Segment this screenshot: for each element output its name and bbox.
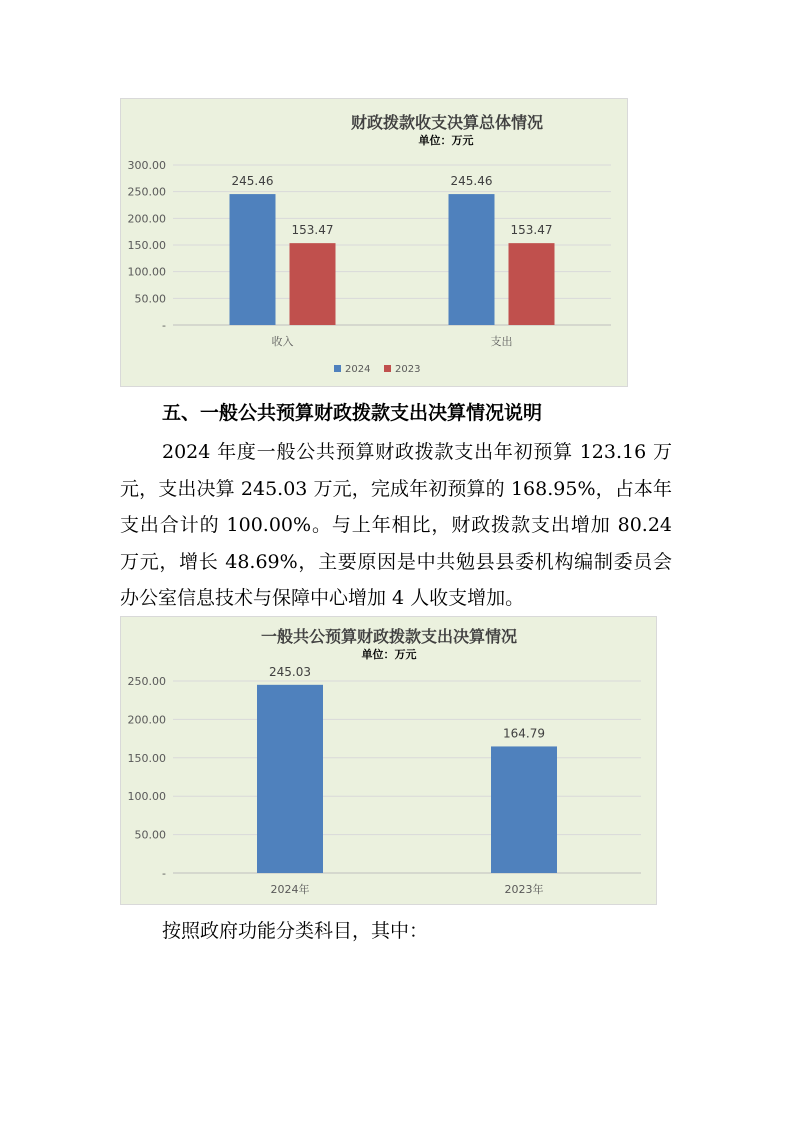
bar: [491, 746, 557, 873]
chart-subtitle: 单位：万元: [418, 134, 474, 147]
y-tick-label: 300.00: [127, 159, 166, 172]
data-label: 245.46: [231, 174, 274, 189]
data-label: 153.47: [291, 223, 334, 238]
legend-label: 2023: [395, 364, 421, 375]
y-tick-label: 100.00: [127, 265, 166, 279]
y-tick-label: 150.00: [127, 239, 166, 252]
chart-title: 财政拨款收支决算总体情况: [350, 113, 544, 132]
chart-2-svg: [121, 617, 656, 904]
data-label: 153.47: [510, 223, 553, 238]
chart-income-expense-overview: [120, 98, 628, 387]
y-tick-label: 100.00: [127, 790, 166, 804]
y-tick-label: 50.00: [134, 828, 166, 842]
chart-general-budget-expense: [120, 616, 657, 905]
category-label: 2024年: [270, 883, 310, 896]
section-heading: 五、一般公共预算财政拨款支出决算情况说明: [162, 402, 543, 424]
category-label: 支出: [490, 335, 513, 348]
section-paragraph: 2024 年度一般公共预算财政拨款支出年初预算 123.16 万元，支出决算 245.03 万元，完成年初预算的 168.95%，占本年支出合计的 100.00%。与上年相比，财政拨款支出增加 80.24 万元，增长 48.69%，主要原因是中共勉县县委机构编制委员会办公室信息技术与保障中心增加 4 人收支增加。: [120, 441, 672, 609]
chart-1-svg: [121, 99, 627, 386]
y-tick-label: -: [162, 319, 166, 332]
bar: [449, 194, 495, 325]
bar: [257, 685, 323, 873]
bar: [509, 243, 555, 325]
y-tick-label: 150.00: [127, 751, 166, 765]
chart-title: 一般共公预算财政拨款支出决算情况: [260, 627, 518, 646]
data-label: 164.79: [503, 726, 545, 741]
y-tick-label: -: [162, 867, 166, 880]
classification-paragraph: 按照政府功能分类科目，其中：: [162, 920, 429, 942]
data-label: 245.03: [269, 664, 311, 679]
legend-label: 2024: [345, 364, 371, 375]
y-tick-label: 250.00: [127, 675, 166, 688]
category-label: 收入: [271, 335, 294, 348]
y-tick-label: 200.00: [127, 212, 166, 226]
bar: [290, 243, 336, 325]
chart-subtitle: 单位：万元: [361, 648, 417, 661]
legend-swatch: [384, 365, 391, 372]
bar: [230, 194, 276, 325]
data-label: 245.46: [450, 174, 493, 189]
y-tick-label: 200.00: [127, 713, 166, 727]
y-tick-label: 250.00: [127, 185, 166, 199]
category-label: 2023年: [504, 883, 544, 896]
legend-swatch: [334, 365, 341, 372]
y-tick-label: 50.00: [134, 292, 166, 306]
